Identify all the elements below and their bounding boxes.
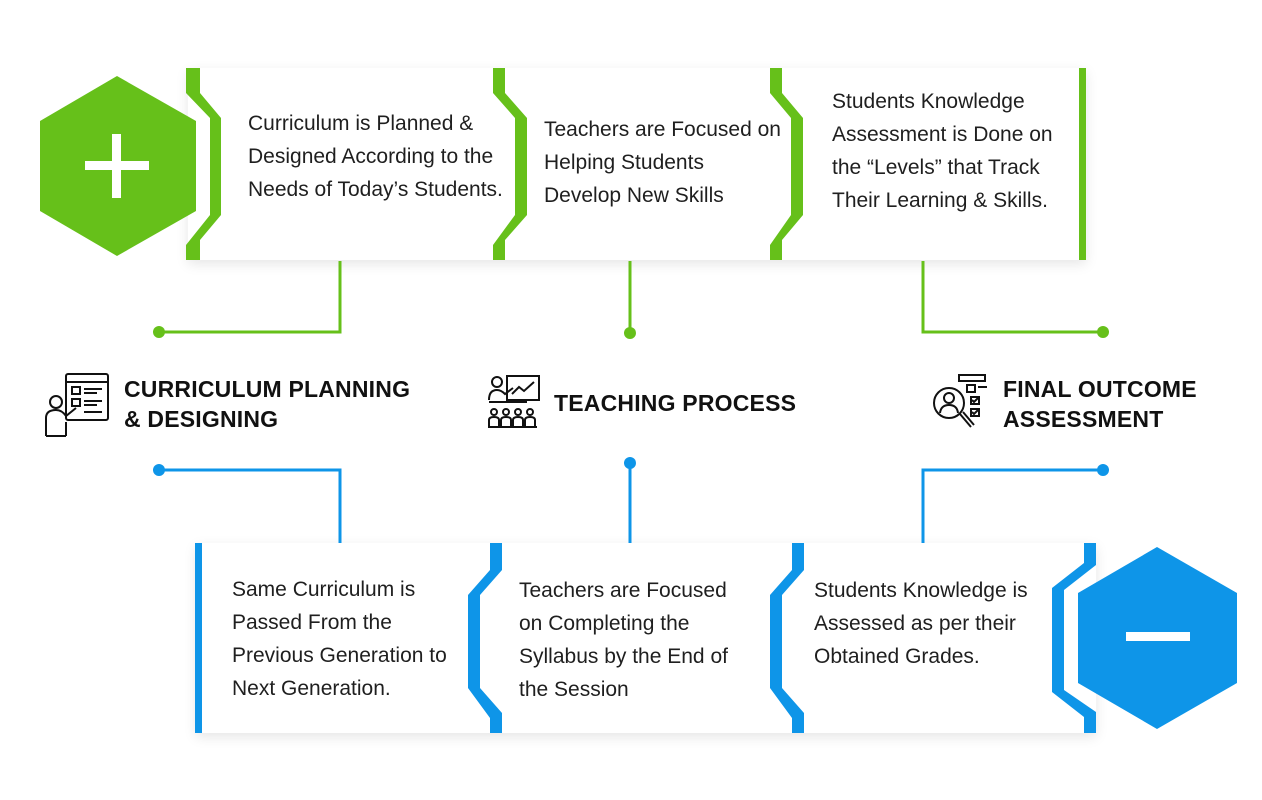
teaching-process-icon [487,374,541,430]
category-label-line: FINAL OUTCOME [1003,376,1197,402]
top-card-1: Curriculum is Planned & Designed According to the Needs of Today’s Students. [248,112,503,201]
top-card-2: Teachers are Focused on Helping Students Develop New Skills [544,118,781,207]
top-connectors [160,261,1103,332]
connector-dot [624,327,636,339]
category-label-line: ASSESSMENT [1003,406,1164,432]
category-label-line: & DESIGNING [124,406,279,432]
plus-badge [40,76,196,256]
category-label-line: TEACHING PROCESS [554,390,797,416]
bottom-card-2: Teachers are Focused on Completing the Syllabus by the End of the Session [519,579,728,701]
connector-dot [624,457,636,469]
connector-dot [153,326,165,338]
category-label-line: CURRICULUM PLANNING [124,376,411,402]
category-label-assessment [1003,374,1197,434]
connector-dot [1097,464,1109,476]
category-label-teaching [554,388,796,418]
bottom-card-3: Students Knowledge is Assessed as per their Obtained Grades. [814,579,1028,668]
top-card-3: Students Knowledge Assessment is Done on the “Levels” that Track Their Learning & Skills. [832,90,1053,212]
assessment-icon [929,373,989,433]
minus-icon [1126,632,1190,641]
category-label-curriculum [124,374,410,434]
bottom-card-1: Same Curriculum is Passed From the Previous Generation to Next Generation. [232,578,447,700]
connector-dot [1097,326,1109,338]
bottom-connectors [160,463,1103,543]
minus-badge [1078,547,1237,729]
connector-dot [153,464,165,476]
curriculum-planning-icon [42,372,112,438]
